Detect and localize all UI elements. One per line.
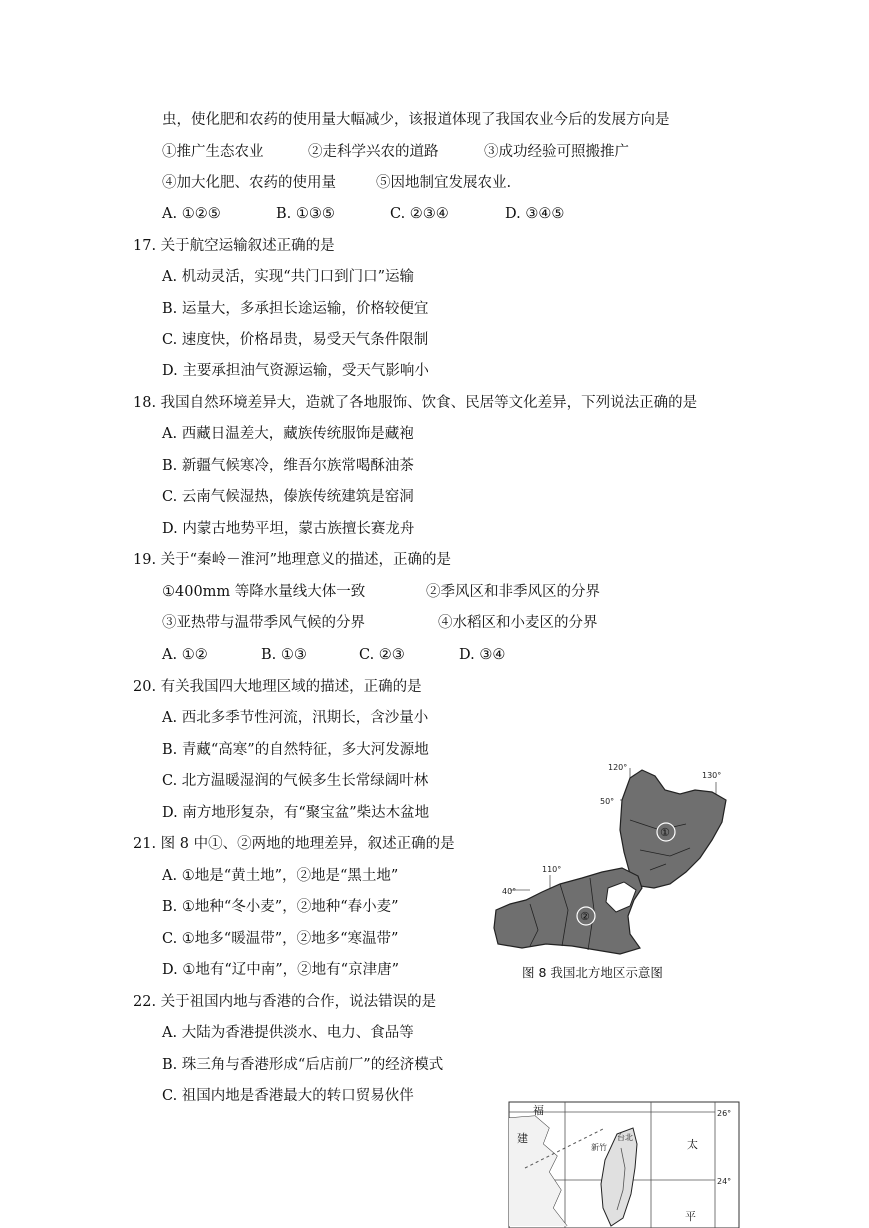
q21-option-c: C. ①地多“暖温带”，②地多“寒温带”: [162, 931, 399, 947]
q19-option-b: B. ①③: [261, 647, 307, 663]
statement-2: ②走科学兴农的道路: [308, 144, 439, 160]
q18-option-d: D. 内蒙古地势平坦，蒙古族擅长赛龙舟: [162, 521, 415, 537]
q18-option-b: B. 新疆气候寒冷，维吾尔族常喝酥油茶: [162, 458, 414, 474]
label-lon-130: 130°: [702, 771, 722, 780]
taiwan-map: [505, 1098, 743, 1228]
q19-option-c: C. ②③: [359, 647, 405, 663]
q19-option-a: A. ①②: [162, 647, 208, 663]
statement-3: ③成功经验可照搬推广: [484, 144, 629, 160]
figure-8-caption: 图 8 我国北方地区示意图: [522, 965, 663, 980]
question-16-stem-continuation: 虫，使化肥和农药的使用量大幅减少，该报道体现了我国农业今后的发展方向是: [162, 112, 670, 128]
option-a: A. ①②⑤: [162, 206, 221, 222]
q17-option-a: A. 机动灵活，实现“共门口到门口”运输: [162, 269, 415, 285]
statement-5: ⑤因地制宜发展农业.: [376, 175, 512, 191]
label-lat-24: 24°: [717, 1177, 732, 1186]
q21-option-b: B. ①地种“冬小麦”，②地种“春小麦”: [162, 899, 399, 915]
option-d: D. ③④⑤: [505, 206, 565, 222]
mark-2-text: ②: [580, 910, 590, 923]
mark-1-text: ①: [660, 826, 670, 839]
label-fu: 福: [533, 1104, 544, 1117]
label-lat-40: 40°: [502, 887, 517, 896]
statement-4: ④加大化肥、农药的使用量: [162, 175, 336, 191]
q19-option-d: D. ③④: [459, 647, 506, 663]
figure-8-map: [490, 760, 730, 960]
label-lat-26: 26°: [717, 1109, 732, 1118]
label-xinzhu: 新竹: [591, 1143, 607, 1152]
q19-statement-1: ①400mm 等降水量线大体一致: [162, 584, 366, 600]
q17-option-b: B. 运量大，多承担长途运输，价格较便宜: [162, 301, 429, 317]
question-17-stem: 17. 关于航空运输叙述正确的是: [133, 238, 335, 254]
q18-option-c: C. 云南气候湿热，傣族传统建筑是窑洞: [162, 489, 414, 505]
statement-1: ①推广生态农业: [162, 144, 264, 160]
q19-statement-2: ②季风区和非季风区的分界: [426, 584, 600, 600]
q20-option-a: A. 西北多季节性河流，汛期长，含沙量小: [162, 710, 429, 726]
question-21-stem: 21. 图 8 中①、②两地的地理差异，叙述正确的是: [133, 836, 455, 852]
question-20-stem: 20. 有关我国四大地理区域的描述，正确的是: [133, 679, 422, 695]
label-taibei: 台北: [617, 1133, 633, 1142]
q20-option-b: B. 青藏“高寒”的自然特征，多大河发源地: [162, 742, 429, 758]
question-19-stem: 19. 关于“秦岭－淮河”地理意义的描述，正确的是: [133, 552, 451, 568]
q21-option-d: D. ①地有“辽中南”，②地有“京津唐”: [162, 962, 399, 978]
q17-option-c: C. 速度快，价格昂贵，易受天气条件限制: [162, 332, 429, 348]
q20-option-c: C. 北方温暖湿润的气候多生长常绿阔叶林: [162, 773, 429, 789]
option-b: B. ①③⑤: [276, 206, 335, 222]
label-tai: 太: [687, 1138, 698, 1151]
q21-option-a: A. ①地是“黄土地”，②地是“黑土地”: [162, 868, 399, 884]
q17-option-d: D. 主要承担油气资源运输，受天气影响小: [162, 363, 429, 379]
label-ping: 平: [685, 1210, 696, 1223]
option-c: C. ②③④: [390, 206, 449, 222]
question-18-stem: 18. 我国自然环境差异大，造就了各地服饰、饮食、民居等文化差异，下列说法正确的是: [133, 395, 698, 411]
label-jian: 建: [517, 1132, 528, 1145]
q19-statement-4: ④水稻区和小麦区的分界: [438, 615, 598, 631]
question-22-stem: 22. 关于祖国内地与香港的合作，说法错误的是: [133, 994, 437, 1010]
q19-statement-3: ③亚热带与温带季风气候的分界: [162, 615, 365, 631]
label-lon-120: 120°: [608, 763, 628, 772]
q18-option-a: A. 西藏日温差大，藏族传统服饰是藏袍: [162, 426, 414, 442]
label-lon-110: 110°: [542, 865, 562, 874]
q20-option-d: D. 南方地形复杂，有“聚宝盆”柴达木盆地: [162, 805, 430, 821]
q22-option-b: B. 珠三角与香港形成“后店前厂”的经济模式: [162, 1057, 444, 1073]
q22-option-a: A. 大陆为香港提供淡水、电力、食品等: [162, 1025, 414, 1041]
label-lat-50: 50°: [600, 797, 615, 806]
q22-option-c: C. 祖国内地是香港最大的转口贸易伙伴: [162, 1088, 414, 1104]
